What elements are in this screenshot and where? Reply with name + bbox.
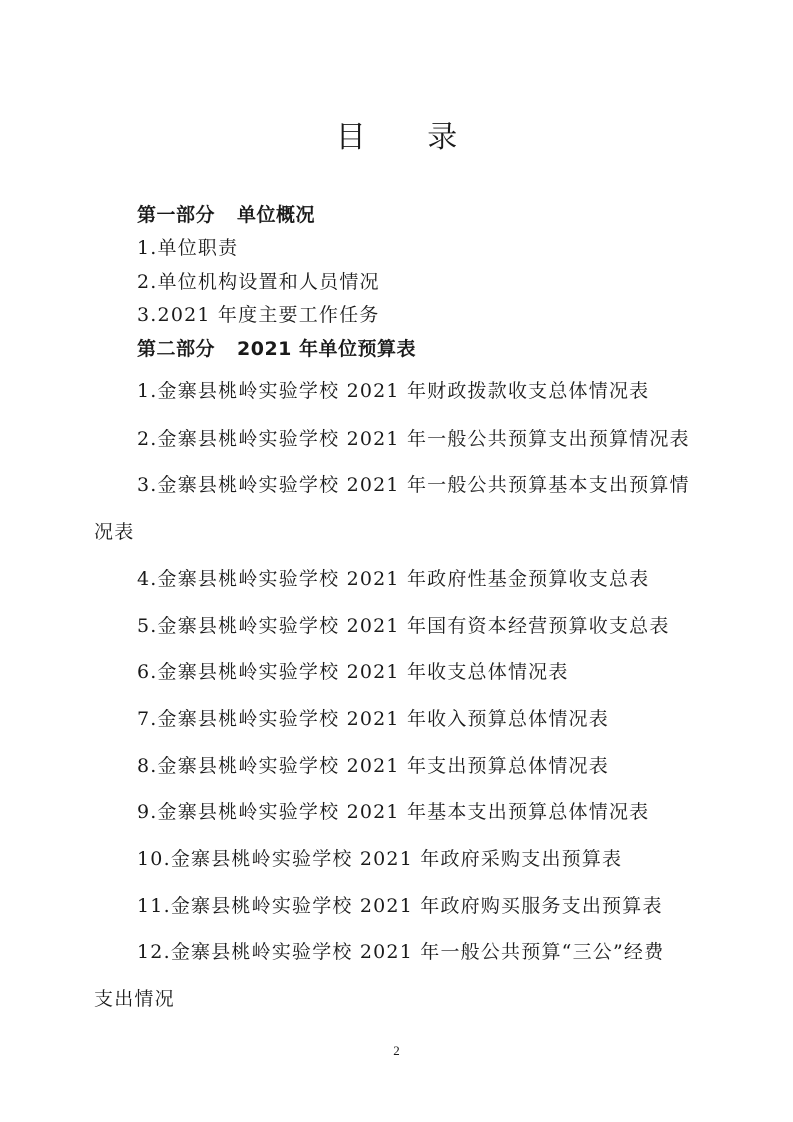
- toc-item[interactable]: 2.金寨县桃岭实验学校 2021 年一般公共预算支出预算情况表: [137, 428, 690, 450]
- toc-item-continuation[interactable]: 支出情况: [94, 988, 175, 1010]
- toc-item[interactable]: 8.金寨县桃岭实验学校 2021 年支出预算总体情况表: [137, 755, 609, 777]
- toc-item[interactable]: 3.2021 年度主要工作任务: [137, 304, 380, 326]
- toc-item-continuation[interactable]: 况表: [94, 521, 135, 543]
- page-title: 目 录: [335, 120, 484, 155]
- part1-heading-label: 第一部分: [137, 204, 216, 226]
- toc-item[interactable]: 11.金寨县桃岭实验学校 2021 年政府购买服务支出预算表: [137, 895, 663, 917]
- toc-item[interactable]: 2.单位机构设置和人员情况: [137, 271, 380, 293]
- toc-item[interactable]: 4.金寨县桃岭实验学校 2021 年政府性基金预算收支总表: [137, 568, 650, 590]
- part2-heading-title: 2021 年单位预算表: [237, 338, 417, 360]
- toc-item[interactable]: 3.金寨县桃岭实验学校 2021 年一般公共预算基本支出预算情: [137, 474, 690, 496]
- part2-heading-label: 第二部分: [137, 338, 216, 360]
- toc-item[interactable]: 1.单位职责: [137, 237, 239, 259]
- toc-item[interactable]: 5.金寨县桃岭实验学校 2021 年国有资本经营预算收支总表: [137, 615, 670, 637]
- toc-item[interactable]: 7.金寨县桃岭实验学校 2021 年收入预算总体情况表: [137, 708, 609, 730]
- toc-item[interactable]: 6.金寨县桃岭实验学校 2021 年收支总体情况表: [137, 661, 569, 683]
- toc-item[interactable]: 1.金寨县桃岭实验学校 2021 年财政拨款收支总体情况表: [137, 380, 650, 402]
- part1-heading: [137, 200, 315, 227]
- toc-item[interactable]: 12.金寨县桃岭实验学校 2021 年一般公共预算“三公”经费: [137, 941, 665, 963]
- toc-item[interactable]: 9.金寨县桃岭实验学校 2021 年基本支出预算总体情况表: [137, 801, 650, 823]
- page-number: 2: [393, 1043, 400, 1058]
- part2-heading: [137, 334, 416, 361]
- part1-heading-title: 单位概况: [237, 204, 316, 226]
- toc-item[interactable]: 10.金寨县桃岭实验学校 2021 年政府采购支出预算表: [137, 848, 623, 870]
